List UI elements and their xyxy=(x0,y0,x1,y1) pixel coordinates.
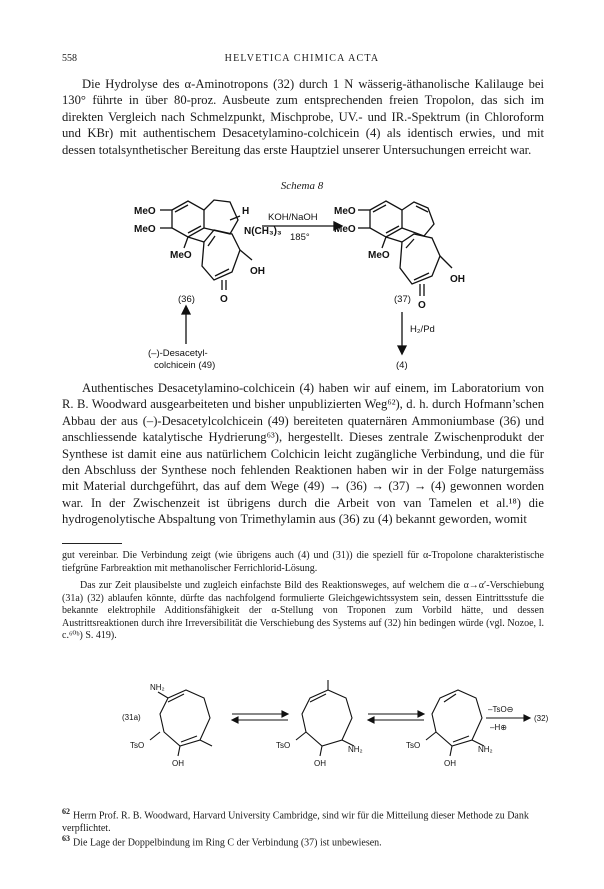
journal-title: HELVETICA CHIMICA ACTA xyxy=(224,53,380,64)
footnote-continuation: gut vereinbar. Die Verbindung zeigt (wie übrigens auch (4) und (31)) die speziell für α-Tropolone charakteristische tiefgrüne Farbreaktion mit methanolischer Ferrichlorid-Lösung. xyxy=(62,550,544,574)
footnote-62 xyxy=(62,806,544,836)
paragraph-hydrolysis: Die Hydrolyse des α-Aminotropons (32) durch 1 N wässerig-äthanolische Kalilauge bei 130° führte in über 80-proz. Ausbeute zum entsprechenden freien Tropolon, das sich im direkten Vergleich nach Schmelzpunkt, Mischprobe, UV.- und IR.-Spektrum (in Chloroform und KBr) mit authentischem Desacetylamino-colchicein (4) als identisch erwies, und mit dessen totalsynthetischer Bereitung das erste Hauptziel unserer Untersuchungen erreicht war. xyxy=(62,77,544,157)
oh-label-left: OH xyxy=(250,266,265,277)
oh-label-3: OH xyxy=(444,759,456,768)
oxo-label-right: O xyxy=(418,300,426,311)
paragraph-woodward: Authentisches Desacetylamino-colchicein (4) haben wir auf einem, im Laboratorium von R. B. Woodward ausgearbeiteten und bisher unpublizierten Weg⁶²), d. h. durch Hofmann’schen Abbau der aus (–)-Desacetylcolchicein (49) bereiteten quaternären Ammoniumbase (36) und anschliessende katalytische Hydrierung⁶³), hergestellt. Dieses zentrale Zwischenprodukt der Synthese ist damit eine aus natürlichem Colchicin leicht zugängliche Verbindung, und die für den Abschluss der Synthese noch fehlenden Reaktionen haben wir in der Folge naturgemäss mit Material durchgeführt, das auf dem Wege (49) → (36) → (37) → (4) gewonnen worden war. In der Zwischenzeit ist übrigens durch die Arbeit von van Tamelen et al.¹⁸) die hydrogenolytische Abspaltung von Trimethylamin aus (36) zu (4) bekannt geworden, womit xyxy=(62,381,544,527)
footnote-mechanism: Das zur Zeit plausibelste und zugleich einfachste Bild des Reaktionsweges, auf welchem die α→α′-Verschiebung (31a) (32) ablaufen könnte, dürfte das nachfolgend formulierte Gleichgewichtssystem sein, dessen Eintrittsstufe die bekannte elektrophile Additionsfähigkeit der α-Stellung von Troponen zum Vorbild hätte, und dessen Austrittsreaktionen durch ihre Irreversibilität die Verschiebung des Systems auf (32) hin bedingen würde (vgl. Nozoe, l. c.⁶⁰ᵇ) S. 419). xyxy=(62,580,544,642)
nh2-label-3: NH₂ xyxy=(478,745,493,754)
oh-label-2: OH xyxy=(314,759,326,768)
footnote-62-text: Herrn Prof. R. B. Woodward, Harvard University Cambridge, sind wir für die Mitteilung dieser Methode zu Dank verpflichtet. xyxy=(62,810,529,834)
ring-b-left xyxy=(204,200,238,234)
oxo-label-left: O xyxy=(220,294,228,305)
ring-a-left xyxy=(172,201,204,237)
hydrogenation-label: H₂/Pd xyxy=(410,324,435,335)
h-plus-label: –H⊕ xyxy=(490,723,507,732)
running-header xyxy=(62,53,542,67)
ring-a-right xyxy=(370,201,402,237)
tso-minus-label: –TsO⊖ xyxy=(488,705,514,714)
meo-label-6: MeO xyxy=(368,250,390,261)
meo-label-3: MeO xyxy=(170,250,192,261)
meo-label-4: MeO xyxy=(334,206,356,217)
precursor-line-2: colchicein (49) xyxy=(154,360,216,371)
scheme-8-diagram xyxy=(0,190,604,375)
label-32: (32) xyxy=(534,714,549,723)
equilibrium-scheme xyxy=(0,680,604,800)
meo-label-1: MeO xyxy=(134,206,156,217)
arrow-reagent: KOH/NaOH xyxy=(268,212,318,223)
oh-label-right: OH xyxy=(450,274,465,285)
meo-label-5: MeO xyxy=(334,224,356,235)
tropone-1 xyxy=(160,690,210,746)
footnote-rule xyxy=(62,543,122,544)
footnote-63-number: 63 xyxy=(62,834,70,843)
meo-label-2: MeO xyxy=(134,224,156,235)
footnote-63 xyxy=(62,833,544,850)
compound-label-4: (4) xyxy=(396,360,408,371)
nh2-label-1: NH₂ xyxy=(150,683,165,692)
tso-label-1: TsO xyxy=(130,741,145,750)
nh2-label-2: NH₂ xyxy=(348,745,363,754)
compound-label-36: (36) xyxy=(178,294,195,305)
compound-label-37: (37) xyxy=(394,294,411,305)
label-31a: (31a) xyxy=(122,713,141,722)
h-label: H xyxy=(242,206,250,217)
oh-label-1: OH xyxy=(172,759,184,768)
precursor-line-1: (–)-Desacetyl- xyxy=(148,348,208,359)
ammonium-label: N(CH₃)₃ xyxy=(244,226,282,237)
tropone-2 xyxy=(302,690,352,746)
tso-label-3: TsO xyxy=(406,741,421,750)
arrow-temperature: 185° xyxy=(290,232,310,243)
footnote-62-number: 62 xyxy=(62,807,70,816)
page-number: 558 xyxy=(62,53,77,64)
tso-label-2: TsO xyxy=(276,741,291,750)
footnote-63-text: Die Lage der Doppelbindung im Ring C der Verbindung (37) ist unbewiesen. xyxy=(73,837,382,849)
scheme-caption: Schema 8 xyxy=(280,180,324,192)
tropone-3 xyxy=(432,690,482,746)
